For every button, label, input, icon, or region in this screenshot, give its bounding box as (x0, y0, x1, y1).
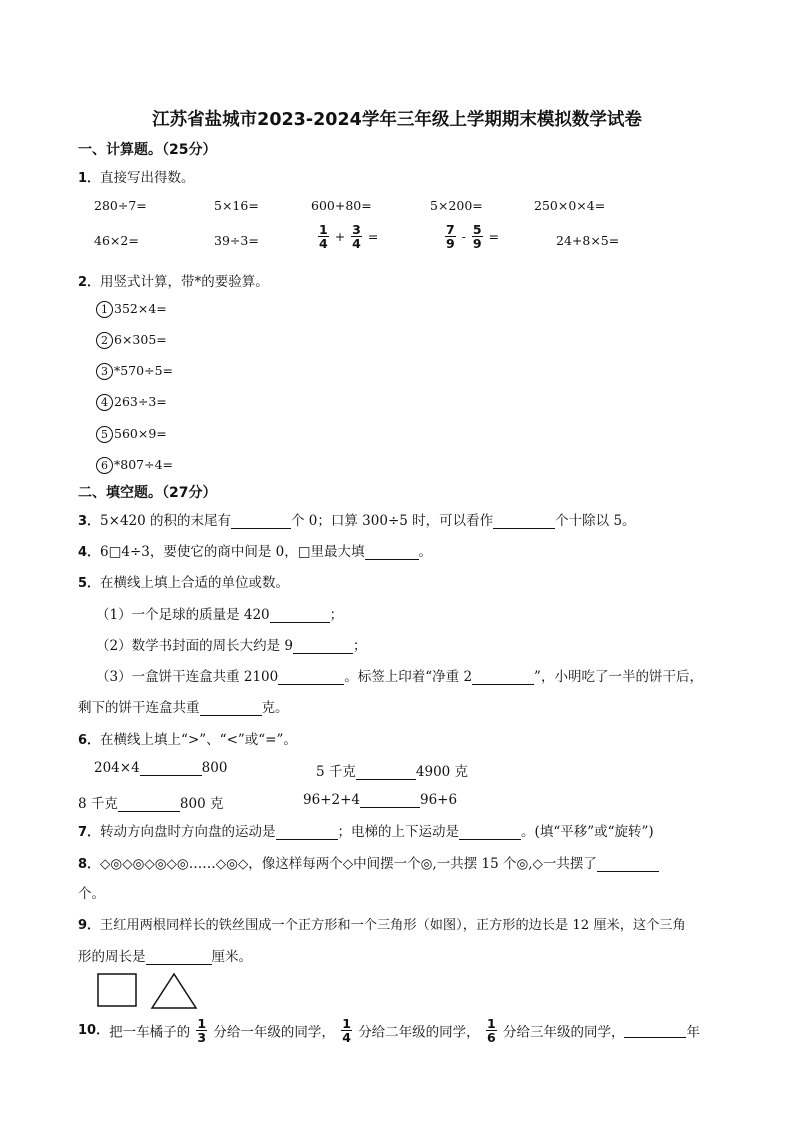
question-number: 1． (78, 171, 101, 186)
vertical-calc-item: 3 *570÷5= (96, 363, 173, 380)
circled-number: 5 (96, 426, 113, 443)
vertical-calc-item: 2 6×305= (96, 332, 167, 349)
section-heading-fill-in: 二、填空题。（27分） (78, 485, 217, 501)
vertical-calc-item: 4 263÷3= (96, 394, 167, 411)
answer-blank[interactable] (278, 670, 344, 685)
question-2 (78, 270, 269, 290)
answer-blank[interactable] (493, 514, 555, 529)
fraction: $\frac{1}{4}$ (342, 1016, 351, 1045)
question-6: 6．在横线上填上“>”、“<”或“=”。 (78, 732, 297, 748)
answer-blank[interactable] (360, 793, 420, 808)
circled-number: 3 (96, 363, 113, 380)
question-8: 8．◇◎◇◎◇◎◇◎……◇◎◇，像这样每两个◇中间摆一个◎,一共摆 15 个◎,◇一共摆了 (78, 852, 659, 872)
answer-blank[interactable] (276, 825, 338, 840)
answer-blank[interactable] (293, 639, 353, 654)
question-8-cont: 个。 (78, 886, 105, 902)
vertical-calc-item: 5 560×9= (96, 426, 167, 443)
answer-blank[interactable] (200, 701, 262, 716)
fraction: $\frac{1}{3}$ (197, 1016, 207, 1045)
calc-item: 250×0×4= (534, 198, 606, 213)
fraction-expression-1: $\frac{1}{4}$ + $\frac{3}{4}$ = (319, 222, 379, 251)
circled-number: 6 (96, 457, 113, 474)
compare-item: 8 千克 800 克 (78, 796, 224, 812)
question-1 (78, 166, 195, 186)
calc-item: 46×2= (94, 233, 139, 248)
question-3: 3．5×420 的积的末尾有 个 0；口算 300÷5 时，可以看作 个十除以 5。 (78, 513, 636, 529)
question-5-part-2: （2）数学书封面的周长大约是 9 ； (96, 638, 367, 654)
compare-item: 204×4 800 (94, 760, 228, 776)
answer-blank[interactable] (459, 825, 521, 840)
page-title: 江苏省盐城市2023-2024学年三年级上学期期末模拟数学试卷 (152, 110, 642, 130)
circled-number: 1 (96, 301, 113, 318)
answer-blank[interactable] (118, 797, 180, 812)
fraction: $\frac{3}{4}$ (352, 222, 361, 251)
answer-blank[interactable] (365, 545, 419, 560)
fraction-expression-2: $\frac{7}{9}$ - $\frac{5}{9}$ = (446, 222, 500, 251)
question-9: 9．王红用两根同样长的铁丝围成一个正方形和一个三角形（如图），正方形的边长是 12 厘米，这个三角 (78, 918, 686, 933)
vertical-calc-item: 1 352×4= (96, 301, 167, 318)
fraction: $\frac{1}{4}$ (319, 222, 328, 251)
fraction: $\frac{7}{9}$ (446, 222, 455, 251)
question-7: 7．转动方向盘时方向盘的运动是 ；电梯的上下运动是 。(填“平移”或“旋转”) (78, 824, 654, 840)
vertical-calc-item: 6 *807÷4= (96, 457, 173, 474)
answer-blank[interactable] (231, 514, 291, 529)
answer-blank[interactable] (356, 765, 416, 780)
question-text: 直接写出得数。 (100, 170, 195, 186)
calc-item: 600+80= (311, 198, 372, 213)
calc-item: 39÷3= (214, 233, 259, 248)
question-5: 5．在横线上填上合适的单位或数。 (78, 575, 290, 591)
fraction: $\frac{5}{9}$ (472, 222, 482, 251)
answer-blank[interactable] (140, 761, 202, 776)
circled-number: 4 (96, 394, 113, 411)
compare-item: 5 千克 4900 克 (316, 764, 469, 780)
answer-blank[interactable] (624, 1023, 686, 1038)
compare-item: 96+2+4 96+6 (303, 792, 458, 808)
question-5-part-3: （3）一盒饼干连盒共重 2100 。标签上印着“净重 2 ”，小明吃了一半的饼干后， (96, 669, 703, 685)
fraction: $\frac{1}{6}$ (486, 1016, 496, 1045)
question-number: 2． (78, 275, 101, 290)
square-shape (98, 974, 136, 1006)
calc-item: 24+8×5= (556, 233, 620, 248)
section-heading-calculation: 一、计算题。（25分） (78, 142, 217, 158)
question-10: 10．把一车橘子的 $\frac{1}{3}$ 分给一年级的同学， $\frac{1}{4}$ 分给二年级的同学， $\frac{1}{6}$ 分给三年级的同学， 年 (78, 1016, 700, 1045)
question-9-cont: 形的周长是 厘米。 (78, 949, 252, 965)
question-text: 用竖式计算，带*的要验算。 (100, 274, 269, 290)
calc-item: 5×200= (430, 198, 483, 213)
question-4: 4．6□4÷3，要使它的商中间是 0，□里最大填 。 (78, 544, 433, 560)
answer-blank[interactable] (472, 670, 534, 685)
calc-item: 280÷7= (94, 198, 147, 213)
question-5-part-1: （1）一个足球的质量是 420 ； (96, 607, 344, 623)
answer-blank[interactable] (270, 608, 330, 623)
triangle-shape (152, 974, 196, 1008)
answer-blank[interactable] (597, 857, 659, 872)
question-5-part-3-cont: 剩下的饼干连盒共重 克。 (78, 700, 289, 716)
answer-blank[interactable] (146, 950, 212, 965)
square-and-triangle-figure (96, 970, 206, 1014)
circled-number: 2 (96, 332, 113, 349)
calc-item: 5×16= (214, 198, 259, 213)
